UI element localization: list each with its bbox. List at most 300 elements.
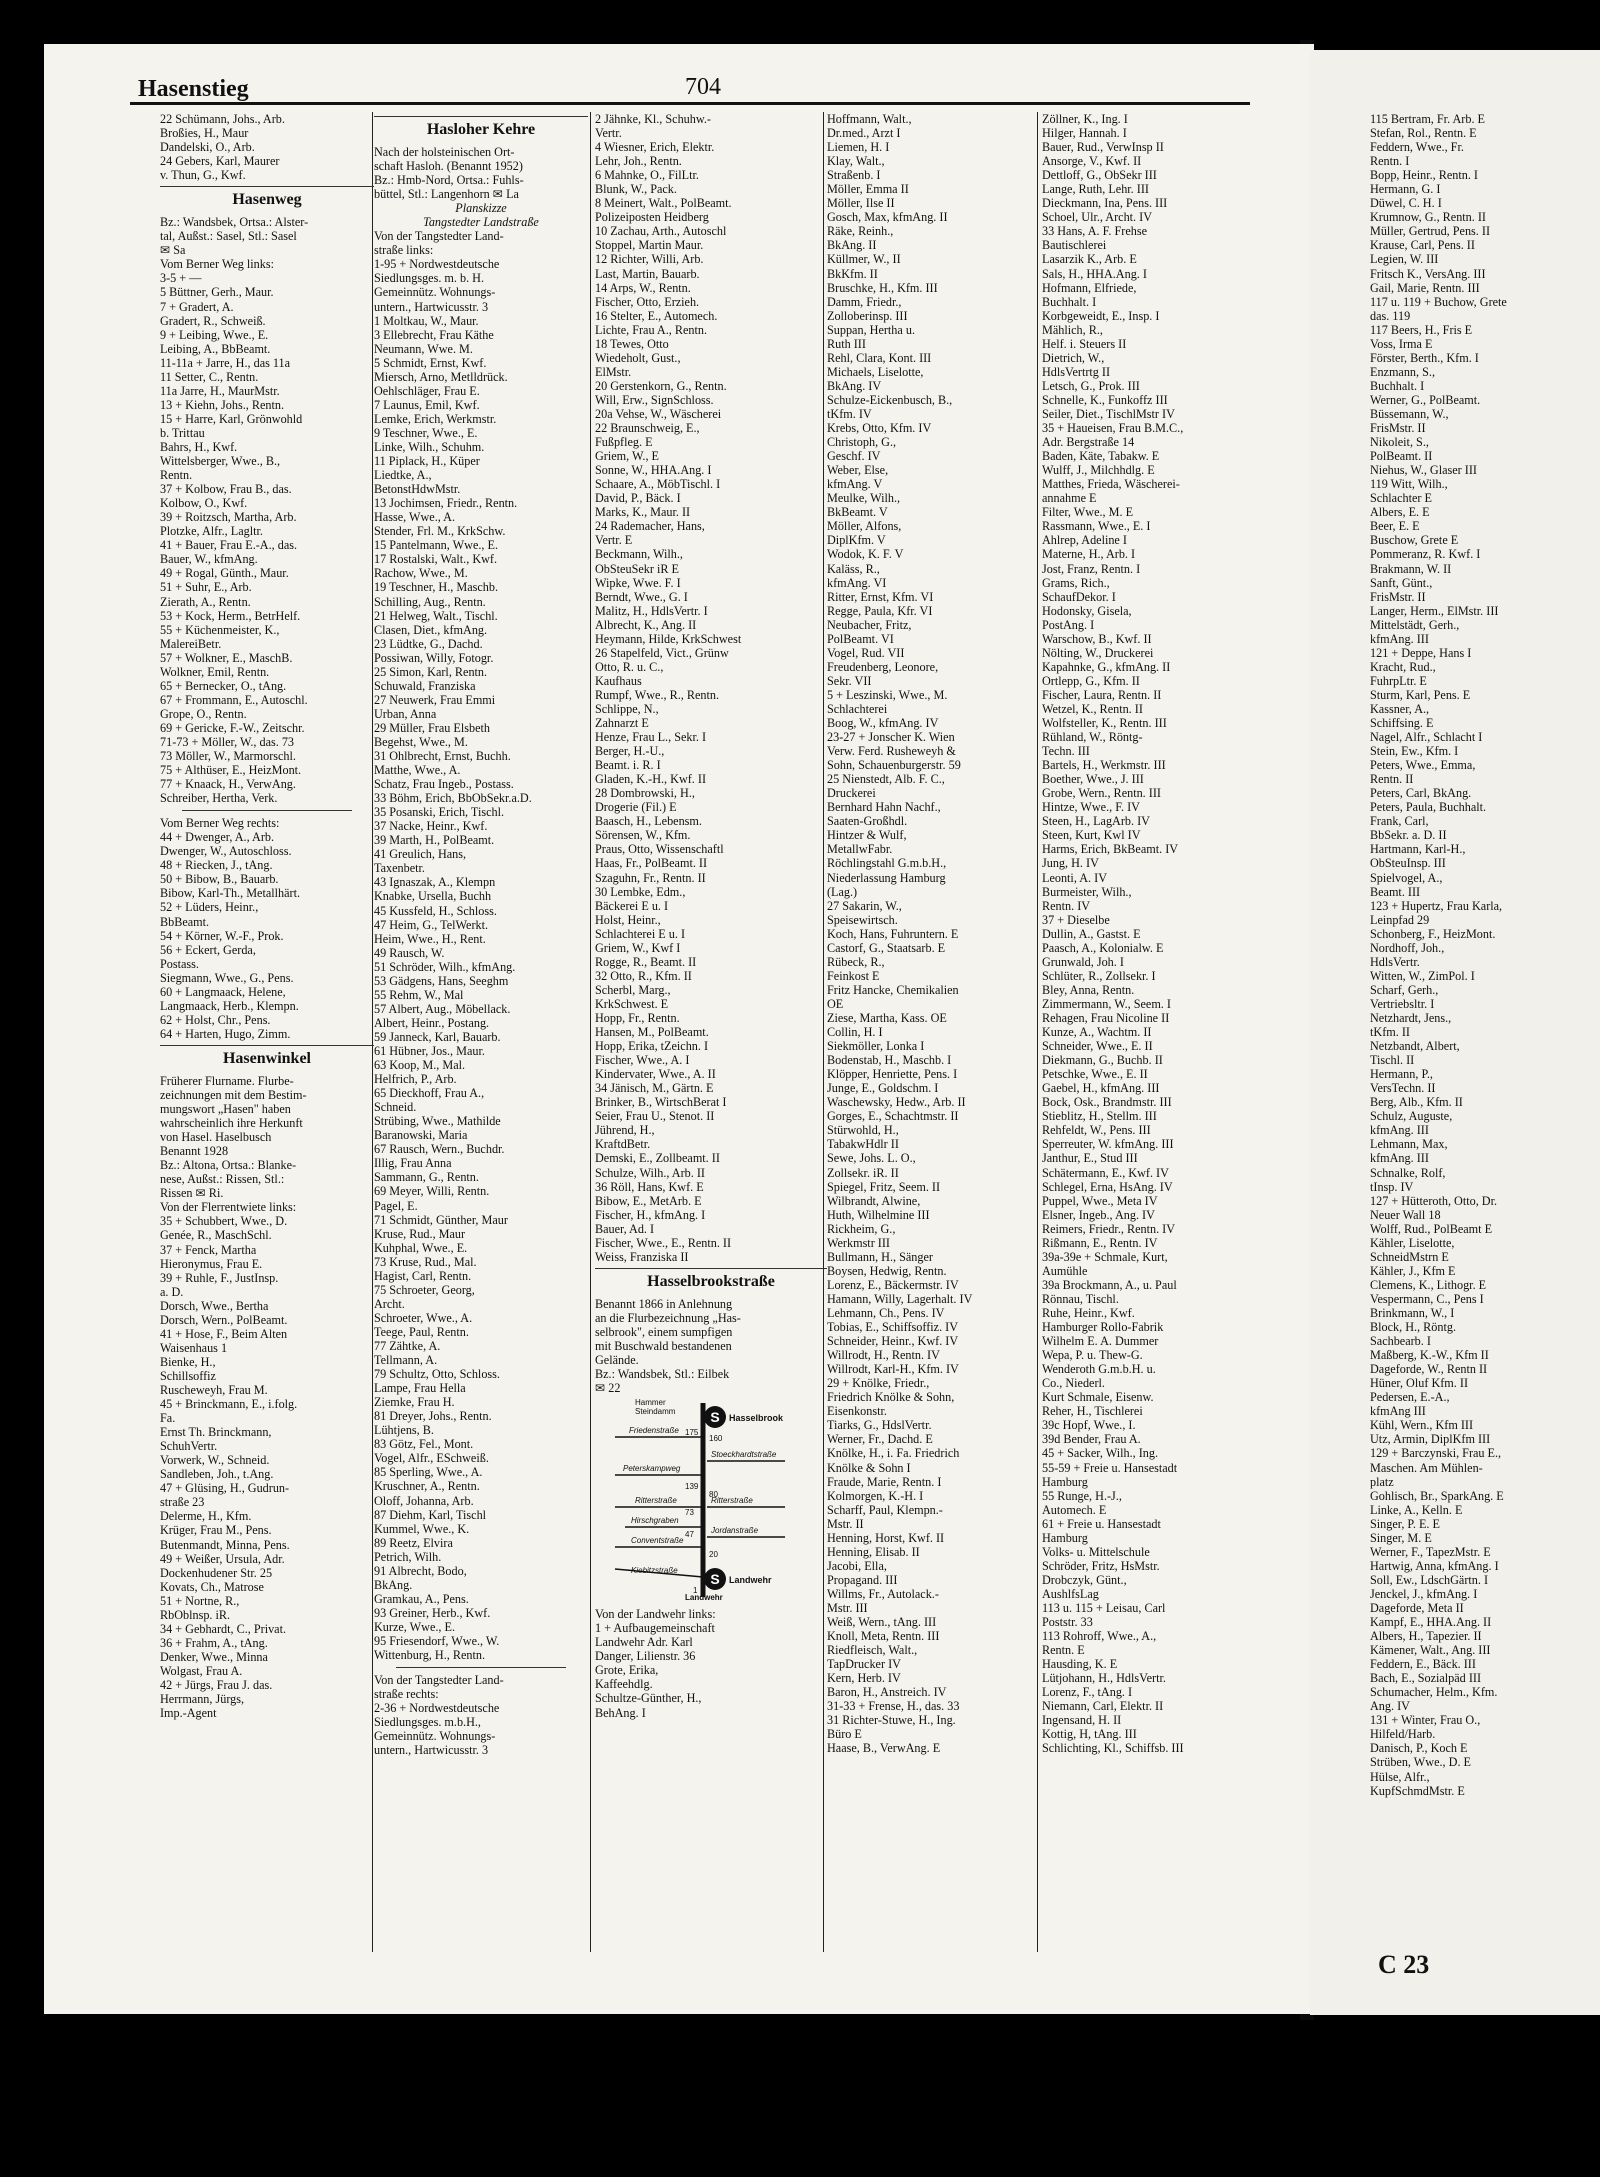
directory-line: Dockenhudener Str. 25 bbox=[160, 1565, 273, 1580]
directory-line: Ruhe, Heinr., Kwf. bbox=[1042, 1305, 1135, 1320]
map-label: Kiebitzstraße bbox=[631, 1566, 678, 1576]
directory-line: platz bbox=[1370, 1474, 1394, 1489]
directory-line: Düwel, C. H. I bbox=[1370, 196, 1442, 211]
directory-line: Gemeinnütz. Wohnungs- bbox=[374, 1729, 496, 1744]
directory-line: Kracht, Rud., bbox=[1370, 659, 1436, 674]
directory-line: Utz, Armin, DiplKfm III bbox=[1370, 1432, 1491, 1447]
directory-line: Baron, H., Anstreich. IV bbox=[827, 1685, 947, 1700]
directory-line: 39a Brockmann, A., u. Paul bbox=[1042, 1277, 1177, 1292]
directory-line: 35 + Schubbert, Wwe., D. bbox=[160, 1214, 288, 1229]
directory-line: mungswort „Hasen" haben bbox=[160, 1102, 291, 1117]
directory-line: 131 + Winter, Frau O., bbox=[1370, 1713, 1481, 1728]
directory-line: Drogerie (Fil.) E bbox=[595, 800, 677, 815]
directory-line: Seier, Frau U., Stenot. II bbox=[595, 1109, 715, 1124]
directory-line: Nach der holsteinischen Ort- bbox=[374, 145, 515, 159]
directory-line: Siedlungsges. m.b.H., bbox=[374, 1715, 481, 1730]
directory-line: Rassmann, Wwe., E. I bbox=[1042, 519, 1151, 534]
directory-line: VersTechn. II bbox=[1370, 1081, 1436, 1096]
directory-line: Marks, K., Maur. II bbox=[595, 505, 691, 520]
directory-line: Willms, Fr., Autolack.- bbox=[827, 1586, 939, 1601]
directory-line: Grope, O., Rentn. bbox=[160, 706, 247, 721]
directory-line: Kovats, Ch., Matrose bbox=[160, 1579, 264, 1594]
directory-line: Singer, P. E. E bbox=[1370, 1516, 1440, 1531]
directory-line: Stender, Frl. M., KrkSchw. bbox=[374, 524, 506, 539]
directory-line: Scherbl, Marg., bbox=[595, 982, 671, 997]
directory-line: 123 + Hupertz, Frau Karla, bbox=[1370, 898, 1503, 913]
directory-line: Liemen, H. I bbox=[827, 140, 890, 155]
directory-line: Singer, M. E bbox=[1370, 1530, 1432, 1545]
directory-line: Zierath, A., Rentn. bbox=[160, 594, 251, 609]
directory-line: Bz.: Wandsbek, Ortsa.: Alster- bbox=[160, 215, 309, 230]
directory-line: Lühtjens, B. bbox=[374, 1423, 434, 1438]
directory-line: Klöpper, Henriette, Pens. I bbox=[827, 1067, 958, 1082]
directory-line: Kurze, Wwe., E. bbox=[374, 1619, 455, 1634]
directory-line: Imp.-Agent bbox=[160, 1706, 217, 1721]
directory-line: Gemeinnütz. Wohnungs- bbox=[374, 285, 496, 300]
directory-line: Praus, Otto, Wissenschaftl bbox=[595, 842, 724, 857]
directory-line: Dietrich, W., bbox=[1042, 350, 1105, 365]
section-divider bbox=[182, 810, 352, 811]
directory-line: Wilbrandt, Alwine, bbox=[827, 1193, 921, 1208]
directory-line: 47 + Glüsing, H., Gudrun- bbox=[160, 1481, 290, 1496]
directory-line: Sörensen, W., Kfm. bbox=[595, 828, 691, 843]
map-label: Ritterstraße bbox=[635, 1496, 677, 1506]
directory-line: 3 Ellebrecht, Frau Käthe bbox=[374, 327, 494, 342]
directory-line: kfmAng. III bbox=[1370, 1151, 1429, 1166]
directory-line: Berndt, Wwe., G. I bbox=[595, 589, 688, 604]
directory-line: 62 + Holst, Chr., Pens. bbox=[160, 1012, 271, 1027]
directory-line: Von der Tangstedter Land- bbox=[374, 1673, 504, 1688]
directory-line: Kaufhaus bbox=[595, 673, 642, 688]
directory-line: 19 Teschner, H., Maschb. bbox=[374, 580, 499, 595]
directory-line: Block, H., Röntg. bbox=[1370, 1320, 1456, 1335]
directory-line: 49 + Weißer, Ursula, Adr. bbox=[160, 1551, 285, 1566]
directory-line: Gelände. bbox=[595, 1353, 639, 1368]
directory-line: Gail, Marie, Rentn. III bbox=[1370, 280, 1480, 295]
directory-line: Hartwig, Anna, kfmAng. I bbox=[1370, 1558, 1499, 1573]
column-3-listing-lower bbox=[595, 1607, 827, 1719]
directory-line: Automech. E bbox=[1042, 1502, 1107, 1517]
directory-line: Neuer Wall 18 bbox=[1370, 1207, 1441, 1222]
directory-line: Kähler, J., Kfm E bbox=[1370, 1263, 1456, 1278]
directory-line: Hamburg bbox=[1042, 1474, 1088, 1489]
directory-line: Hansen, M., PolBeamt. bbox=[595, 1025, 709, 1040]
directory-line: 129 + Barczynski, Frau E., bbox=[1370, 1446, 1502, 1461]
directory-line: Henze, Frau L., Sekr. I bbox=[595, 730, 707, 745]
directory-line: Paasch, A., Kolonialw. E bbox=[1042, 940, 1164, 955]
directory-line: Hintze, Wwe., F. IV bbox=[1042, 800, 1140, 815]
directory-line: Helf. i. Steuers II bbox=[1042, 336, 1127, 351]
directory-line: 13 + Kiehn, Johs., Rentn. bbox=[160, 397, 285, 412]
directory-line: Pagel, E. bbox=[374, 1198, 418, 1213]
directory-line: Wodok, K. F. V bbox=[827, 547, 904, 562]
directory-line: Kindervater, Wwe., A. II bbox=[595, 1067, 716, 1082]
map-label: 160 bbox=[709, 1434, 723, 1444]
directory-line: Materne, H., Arb. I bbox=[1042, 547, 1136, 562]
directory-line: 32 Otto, R., Kfm. II bbox=[595, 968, 692, 983]
directory-line: Berger, H.-U., bbox=[595, 744, 665, 759]
directory-line: Wulff, J., Milchhdlg. E bbox=[1042, 463, 1155, 478]
directory-line: 35 Posanski, Erich, Tischl. bbox=[374, 805, 505, 820]
directory-line: Tellmann, A. bbox=[374, 1353, 438, 1368]
map-label: Stoeckhardtstraße bbox=[711, 1450, 777, 1460]
directory-line: Schillsoffiz bbox=[160, 1368, 216, 1383]
directory-line: Stoppel, Martin Maur. bbox=[595, 238, 704, 253]
directory-line: Malitz, H., HdlsVertr. I bbox=[595, 603, 708, 618]
directory-line: Geschf. IV bbox=[827, 449, 881, 464]
directory-line: Fraude, Marie, Rentn. I bbox=[827, 1474, 942, 1489]
directory-line: 73 Kruse, Rud., Mal. bbox=[374, 1254, 477, 1269]
directory-line: Schlachterei bbox=[827, 701, 888, 716]
map-label: Hammer bbox=[635, 1398, 666, 1408]
directory-line: Heim, Wwe., H., Rent. bbox=[374, 931, 486, 946]
column-rule bbox=[1037, 112, 1038, 1952]
directory-line: Lütjohann, H., HdlsVertr. bbox=[1042, 1671, 1166, 1686]
directory-line: Dageforde, W., Rentn II bbox=[1370, 1362, 1488, 1377]
directory-line: 1 Moltkau, W., Maur. bbox=[374, 313, 479, 328]
directory-line: Jost, Franz, Rentn. I bbox=[1042, 561, 1141, 576]
directory-line: 81 Dreyer, Johs., Rentn. bbox=[374, 1409, 492, 1424]
directory-line: SchaufDekor. I bbox=[1042, 589, 1116, 604]
directory-line: 8 Meinert, Walt., PolBeamt. bbox=[595, 196, 732, 211]
directory-line: Danger, Lilienstr. 36 bbox=[595, 1649, 696, 1664]
directory-line: Nagel, Alfr., Schlacht I bbox=[1370, 730, 1483, 745]
directory-line: Buchhalt. I bbox=[1042, 294, 1097, 309]
directory-line: 14 Arps, W., Rentn. bbox=[595, 280, 691, 295]
directory-line: Schonberg, F., HeizMont. bbox=[1370, 926, 1496, 941]
directory-line: tInsp. IV bbox=[1370, 1179, 1414, 1194]
directory-line: Wolfsteller, K., Rentn. III bbox=[1042, 716, 1167, 731]
directory-line: 13 Jochimsen, Friedr., Rentn. bbox=[374, 496, 518, 511]
directory-line: Stürwohld, H., bbox=[827, 1123, 899, 1138]
directory-line: 42 + Jürgs, Frau J. das. bbox=[160, 1677, 273, 1692]
directory-line: TapDrucker IV bbox=[827, 1657, 901, 1672]
directory-line: Sperreuter, W. kfmAng. III bbox=[1042, 1137, 1174, 1152]
directory-line: Verw. Ferd. Rusheweyh & bbox=[827, 744, 956, 759]
directory-line: Hartmann, Karl-H., bbox=[1370, 842, 1466, 857]
directory-line: 65 + Bernecker, O., tAng. bbox=[160, 678, 287, 693]
directory-line: Damm, Friedr., bbox=[827, 294, 902, 309]
directory-line: Petschke, Wwe., E. II bbox=[1042, 1067, 1148, 1082]
directory-line: Linke, Wilh., Schuhm. bbox=[374, 439, 485, 454]
directory-line: Vom Berner Weg rechts: bbox=[160, 816, 280, 831]
directory-line: 17 Rostalski, Walt., Kwf. bbox=[374, 552, 498, 567]
directory-line: Mstr. II bbox=[827, 1516, 864, 1531]
directory-line: Adr. Bergstraße 14 bbox=[1042, 435, 1135, 450]
directory-line: Wolff, Rud., PolBeamt E bbox=[1370, 1221, 1493, 1236]
directory-line: 11 Piplack, H., Küper bbox=[374, 454, 480, 469]
directory-line: Postass. bbox=[160, 956, 199, 971]
directory-line: Hodonsky, Gisela, bbox=[1042, 603, 1132, 618]
directory-line: Fischer, Wwe., A. I bbox=[595, 1053, 690, 1068]
directory-line: Ruscheweyh, Frau M. bbox=[160, 1382, 268, 1397]
directory-line: Taxenbetr. bbox=[374, 861, 425, 876]
directory-line: Schlachterei E u. I bbox=[595, 926, 686, 941]
directory-line: Bautischlerei bbox=[1042, 238, 1107, 253]
directory-line: Bz.: Altona, Ortsa.: Blanke- bbox=[160, 1158, 297, 1173]
directory-line: 6 Mahnke, O., FilLtr. bbox=[595, 168, 699, 183]
directory-line: kfmAng. III bbox=[1370, 1123, 1429, 1138]
directory-line: Kämener, Walt., Ang. III bbox=[1370, 1643, 1491, 1658]
directory-line: 59 Janneck, Karl, Bauarb. bbox=[374, 1029, 501, 1044]
directory-line: BkAng. bbox=[374, 1577, 413, 1592]
directory-line: 5 Büttner, Gerh., Maur. bbox=[160, 285, 274, 300]
directory-line: Benannt 1928 bbox=[160, 1144, 229, 1159]
directory-line: Hilfeld/Harb. bbox=[1370, 1727, 1436, 1742]
street-map-svg bbox=[595, 1397, 805, 1603]
directory-line: 127 + Hütteroth, Otto, Dr. bbox=[1370, 1193, 1498, 1208]
directory-line: Räke, Reinh., bbox=[827, 224, 894, 239]
directory-line: 77 Zähtke, A. bbox=[374, 1338, 441, 1353]
directory-line: ✉ 22 bbox=[595, 1381, 621, 1396]
directory-line: Dorsch, Wwe., Bertha bbox=[160, 1298, 269, 1313]
map-label: 47 bbox=[685, 1530, 694, 1540]
directory-line: Polizeiposten Heidberg bbox=[595, 210, 709, 225]
directory-line: Kolmorgen, K.-H. I bbox=[827, 1488, 924, 1503]
directory-line: Danisch, P., Koch E bbox=[1370, 1741, 1468, 1756]
map-label: Peterskampweg bbox=[623, 1464, 681, 1474]
directory-line: Freudenberg, Leonore, bbox=[827, 659, 939, 674]
directory-line: Siedlungsges. m. b. H. bbox=[374, 271, 485, 286]
directory-line: 33 Böhm, Erich, BbObSekr.a.D. bbox=[374, 791, 532, 806]
directory-line: 65 Dieckhoff, Frau A., bbox=[374, 1086, 485, 1101]
map-label: 73 bbox=[685, 1508, 694, 1518]
directory-line: zeichnungen mit dem Bestim- bbox=[160, 1088, 307, 1102]
directory-line: Ahlrep, Adeline I bbox=[1042, 533, 1127, 548]
directory-line: Schuwald, Franziska bbox=[374, 678, 476, 693]
directory-line: Rissen ✉ Ri. bbox=[160, 1186, 224, 1201]
directory-line: 34 + Gebhardt, C., Privat. bbox=[160, 1621, 287, 1636]
directory-line: Grams, Rich., bbox=[1042, 575, 1110, 590]
directory-line: Rentn. bbox=[160, 468, 193, 483]
directory-line: Lorenz, E., Bäckermstr. IV bbox=[827, 1277, 959, 1292]
directory-line: das. 119 bbox=[1370, 308, 1411, 323]
directory-line: Hermann, P., bbox=[1370, 1067, 1433, 1082]
svg-text:S: S bbox=[710, 1409, 720, 1426]
directory-line: Maschen. Am Mühlen- bbox=[1370, 1460, 1483, 1475]
svg-text:S: S bbox=[710, 1571, 720, 1588]
directory-line: Früherer Flurname. Flurbe- bbox=[160, 1073, 294, 1088]
directory-line: 33 Hans, A. F. Frehse bbox=[1042, 224, 1147, 239]
directory-line: Riedfleisch, Walt., bbox=[827, 1643, 918, 1658]
directory-line: Scharff, Paul, Klempn.- bbox=[827, 1502, 943, 1517]
directory-line: Bienke, H., bbox=[160, 1354, 216, 1369]
directory-line: Kassner, A., bbox=[1370, 701, 1430, 716]
directory-line: AushlfsLag bbox=[1042, 1586, 1099, 1601]
directory-line: 20 Gerstenkorn, G., Rentn. bbox=[595, 378, 727, 393]
directory-line: Bach, E., Sozialpäd III bbox=[1370, 1671, 1482, 1686]
directory-line: Henning, Horst, Kwf. II bbox=[827, 1530, 945, 1545]
directory-line: Brinker, B., WirtschBerat I bbox=[595, 1095, 727, 1110]
directory-line: Sonne, W., HHA.Ang. I bbox=[595, 463, 712, 478]
directory-line: 41 + Hose, F., Beim Alten bbox=[160, 1326, 288, 1341]
directory-line: Waisenhaus 1 bbox=[160, 1340, 228, 1355]
directory-line: ElMstr. bbox=[595, 364, 632, 379]
directory-line: Zolloberinsp. III bbox=[827, 308, 908, 323]
directory-line: Tiarks, G., HdslVertr. bbox=[827, 1418, 932, 1433]
directory-line: Wenderoth G.m.b.H. u. bbox=[1042, 1362, 1156, 1377]
directory-line: straße rechts: bbox=[374, 1687, 439, 1702]
directory-line: Leinpfad 29 bbox=[1370, 912, 1430, 927]
directory-line: Blunk, W., Pack. bbox=[595, 182, 677, 197]
directory-line: v. Thun, G., Kwf. bbox=[160, 168, 246, 183]
directory-line: Clemens, K., Lithogr. E bbox=[1370, 1277, 1487, 1292]
directory-line: Vertr. E bbox=[595, 533, 633, 548]
directory-line: Leonti, A. IV bbox=[1042, 870, 1107, 885]
directory-line: Elsner, Ingeb., Ang. IV bbox=[1042, 1207, 1155, 1222]
directory-line: Bz.: Hmb-Nord, Ortsa.: Fuhls- bbox=[374, 173, 524, 188]
directory-line: Nölting, W., Druckerei bbox=[1042, 645, 1154, 660]
directory-line: Schröder, Fritz, HsMstr. bbox=[1042, 1558, 1160, 1573]
directory-line: Haase, B., VerwAng. E bbox=[827, 1741, 941, 1756]
directory-line: Strübing, Wwe., Mathilde bbox=[374, 1114, 501, 1129]
street-header: Hasenstieg bbox=[138, 76, 249, 102]
directory-line: Szaguhn, Fr., Rentn. II bbox=[595, 870, 706, 885]
directory-line: 36 Röll, Hans, Kwf. E bbox=[595, 1179, 704, 1194]
column-3 bbox=[595, 112, 827, 1962]
directory-line: Mstr. III bbox=[827, 1600, 868, 1615]
directory-line: HdlsVertr. bbox=[1370, 954, 1420, 969]
directory-line: 67 Rausch, Wern., Buchdr. bbox=[374, 1142, 505, 1157]
directory-line: Schatz, Frau Ingeb., Postass. bbox=[374, 777, 514, 792]
directory-line: Möller, Emma II bbox=[827, 182, 909, 197]
directory-line: Von der Landwehr links: bbox=[595, 1607, 716, 1622]
directory-line: 22 Schümann, Johs., Arb. bbox=[160, 112, 285, 126]
directory-line: Brakmann, W. II bbox=[1370, 561, 1452, 576]
directory-line: 69 + Gericke, F.-W., Zeitschr. bbox=[160, 720, 305, 735]
directory-line: 117 Beers, H., Fris E bbox=[1370, 322, 1473, 337]
directory-line: 39c Hopf, Wwe., I. bbox=[1042, 1418, 1136, 1433]
directory-line: Enzmann, S., bbox=[1370, 364, 1435, 379]
map-label: 139 bbox=[685, 1482, 699, 1492]
directory-line: Haas, Fr., PolBeamt. II bbox=[595, 856, 708, 871]
directory-line: Castorf, G., Staatsarb. E bbox=[827, 940, 946, 955]
directory-line: Grote, Erika, bbox=[595, 1663, 659, 1678]
directory-line: Werkmstr III bbox=[827, 1235, 890, 1250]
directory-line: Sohn, Schauenburgerstr. 59 bbox=[827, 758, 961, 773]
directory-line: Brinkmann, W., I bbox=[1370, 1305, 1455, 1320]
directory-line: Fritsch K., VersAng. III bbox=[1370, 266, 1486, 281]
directory-line: Sanft, Günt., bbox=[1370, 575, 1433, 590]
directory-line: 119 Witt, Wilh., bbox=[1370, 477, 1448, 492]
directory-line: Rentn. II bbox=[1370, 772, 1414, 787]
directory-line: 34 Jänisch, M., Gärtn. E bbox=[595, 1081, 714, 1096]
directory-line: Pedersen, E.-A., bbox=[1370, 1390, 1450, 1405]
directory-line: Koch, Hans, Fuhruntern. E bbox=[827, 926, 959, 941]
directory-line: Butenmandt, Minna, Pens. bbox=[160, 1537, 290, 1552]
directory-line: BkAng. IV bbox=[827, 378, 882, 393]
directory-line: Vertr. bbox=[595, 126, 622, 141]
directory-line: mit Buschwald bestandenen bbox=[595, 1338, 732, 1353]
directory-line: Sekr. VII bbox=[827, 673, 872, 688]
directory-line: Demski, E., Zollbeamt. II bbox=[595, 1151, 720, 1166]
directory-line: Sals, H., HHA.Ang. I bbox=[1042, 266, 1147, 281]
directory-line: Baden, Käte, Tabakw. E bbox=[1042, 449, 1160, 464]
directory-line: Rachow, Wwe., M. bbox=[374, 566, 468, 581]
directory-line: Gramkau, A., Pens. bbox=[374, 1591, 469, 1606]
directory-line: Rönnau, Tischl. bbox=[1042, 1291, 1119, 1306]
directory-line: Ernst Th. Brinckmann, bbox=[160, 1425, 272, 1440]
directory-line: Niemann, Carl, Elektr. II bbox=[1042, 1699, 1164, 1714]
directory-line: 25 Nienstedt, Alb. F. C., bbox=[827, 772, 945, 787]
directory-line: 91 Albrecht, Bodo, bbox=[374, 1563, 467, 1578]
directory-line: 52 + Lüders, Heinr., bbox=[160, 900, 259, 915]
directory-line: 9 Teschner, Wwe., E. bbox=[374, 425, 478, 440]
directory-line: 75 Schroeter, Georg, bbox=[374, 1282, 475, 1297]
directory-line: Oloff, Johanna, Arb. bbox=[374, 1493, 474, 1508]
directory-line: 49 Rausch, W. bbox=[374, 945, 445, 960]
directory-line: Wiedeholt, Gust., bbox=[595, 350, 681, 365]
directory-line: Zimmermann, W., Seem. I bbox=[1042, 996, 1171, 1011]
directory-line: Boysen, Hedwig, Rentn. bbox=[827, 1263, 947, 1278]
directory-line: Sewe, Johs. L. O., bbox=[827, 1151, 916, 1166]
directory-line: Siegmann, Wwe., G., Pens. bbox=[160, 970, 294, 985]
directory-line: Spielvogel, A., bbox=[1370, 870, 1443, 885]
directory-line: Rehfeldt, W., Pens. III bbox=[1042, 1123, 1151, 1138]
directory-line: DiplKfm. V bbox=[827, 533, 886, 548]
directory-line: Albers, E. E bbox=[1370, 505, 1430, 520]
directory-line: Liedtke, A., bbox=[374, 468, 432, 483]
directory-line: Bauer, Ad. I bbox=[595, 1221, 655, 1236]
directory-line: 49 + Rogal, Günth., Maur. bbox=[160, 566, 289, 581]
directory-line: Gorges, E., Schachtmstr. II bbox=[827, 1109, 959, 1124]
directory-line: Baasch, H., Lebensm. bbox=[595, 814, 702, 829]
directory-line: Voss, Irma E bbox=[1370, 336, 1433, 351]
directory-line: 21 Helweg, Walt., Tischl. bbox=[374, 608, 498, 623]
directory-line: Holst, Heinr., bbox=[595, 912, 661, 927]
column-2 bbox=[374, 112, 588, 1962]
column-3-listing bbox=[595, 112, 827, 1264]
directory-line: FuhrpLtr. E bbox=[1370, 673, 1427, 688]
directory-line: SchuhVertr. bbox=[160, 1439, 218, 1454]
directory-line: Kolbow, O., Kwf. bbox=[160, 496, 248, 511]
directory-line: 2 Jähnke, Kl., Schuhw.- bbox=[595, 112, 711, 126]
directory-line: 39 + Roitzsch, Martha, Arb. bbox=[160, 510, 297, 525]
directory-line: 57 + Wolkner, E., MaschB. bbox=[160, 650, 293, 665]
facing-page-column bbox=[1370, 112, 1592, 1962]
directory-line: Eisenkonstr. bbox=[827, 1404, 887, 1419]
directory-line: PolBeamt. II bbox=[1370, 449, 1433, 464]
directory-line: 15 Pantelmann, Wwe., E. bbox=[374, 538, 498, 553]
directory-line: Schnalke, Rolf, bbox=[1370, 1165, 1446, 1180]
directory-line: MetallwFabr. bbox=[827, 842, 893, 857]
directory-line: Bz.: Wandsbek, Stl.: Eilbek bbox=[595, 1367, 730, 1382]
directory-line: Hilger, Hannah. I bbox=[1042, 126, 1127, 141]
directory-line: Lichte, Frau A., Rentn. bbox=[595, 322, 708, 337]
directory-line: Wittenburg, H., Rentn. bbox=[374, 1648, 485, 1663]
directory-line: Wipke, Wwe. F. I bbox=[595, 575, 681, 590]
directory-line: Warschow, B., Kwf. II bbox=[1042, 631, 1152, 646]
directory-line: 48 + Riecken, J., tAng. bbox=[160, 858, 273, 873]
directory-line: Steen, Kurt, Kwl IV bbox=[1042, 828, 1141, 843]
directory-line: Peters, Carl, BkAng. bbox=[1370, 786, 1472, 801]
directory-line: Gosch, Max, kfmAng. II bbox=[827, 210, 948, 225]
directory-line: Weiß, Wern., tAng. III bbox=[827, 1615, 937, 1630]
directory-line: 71 Schmidt, Günther, Maur bbox=[374, 1212, 508, 1227]
directory-line: Bibow, Karl-Th., Metallhärt. bbox=[160, 886, 301, 901]
directory-line: Stein, Ew., Kfm. I bbox=[1370, 744, 1459, 759]
directory-line: 77 + Knaack, H., VerwAng. bbox=[160, 777, 296, 792]
directory-line: 55-59 + Freie u. Hansestadt bbox=[1042, 1460, 1178, 1475]
directory-line: Michaels, Liselotte, bbox=[827, 364, 924, 379]
directory-line: Straßenb. I bbox=[827, 168, 881, 183]
directory-line: 39 Marth, H., PolBeamt. bbox=[374, 833, 495, 848]
directory-line: Schulz, Auguste, bbox=[1370, 1109, 1453, 1124]
directory-line: 47 Heim, G., TelWerkt. bbox=[374, 917, 489, 932]
directory-line: Ansorge, V., Kwf. II bbox=[1042, 154, 1142, 169]
directory-line: Lange, Ruth, Lehr. III bbox=[1042, 182, 1149, 197]
directory-line: 64 + Harten, Hugo, Zimm. bbox=[160, 1026, 291, 1041]
